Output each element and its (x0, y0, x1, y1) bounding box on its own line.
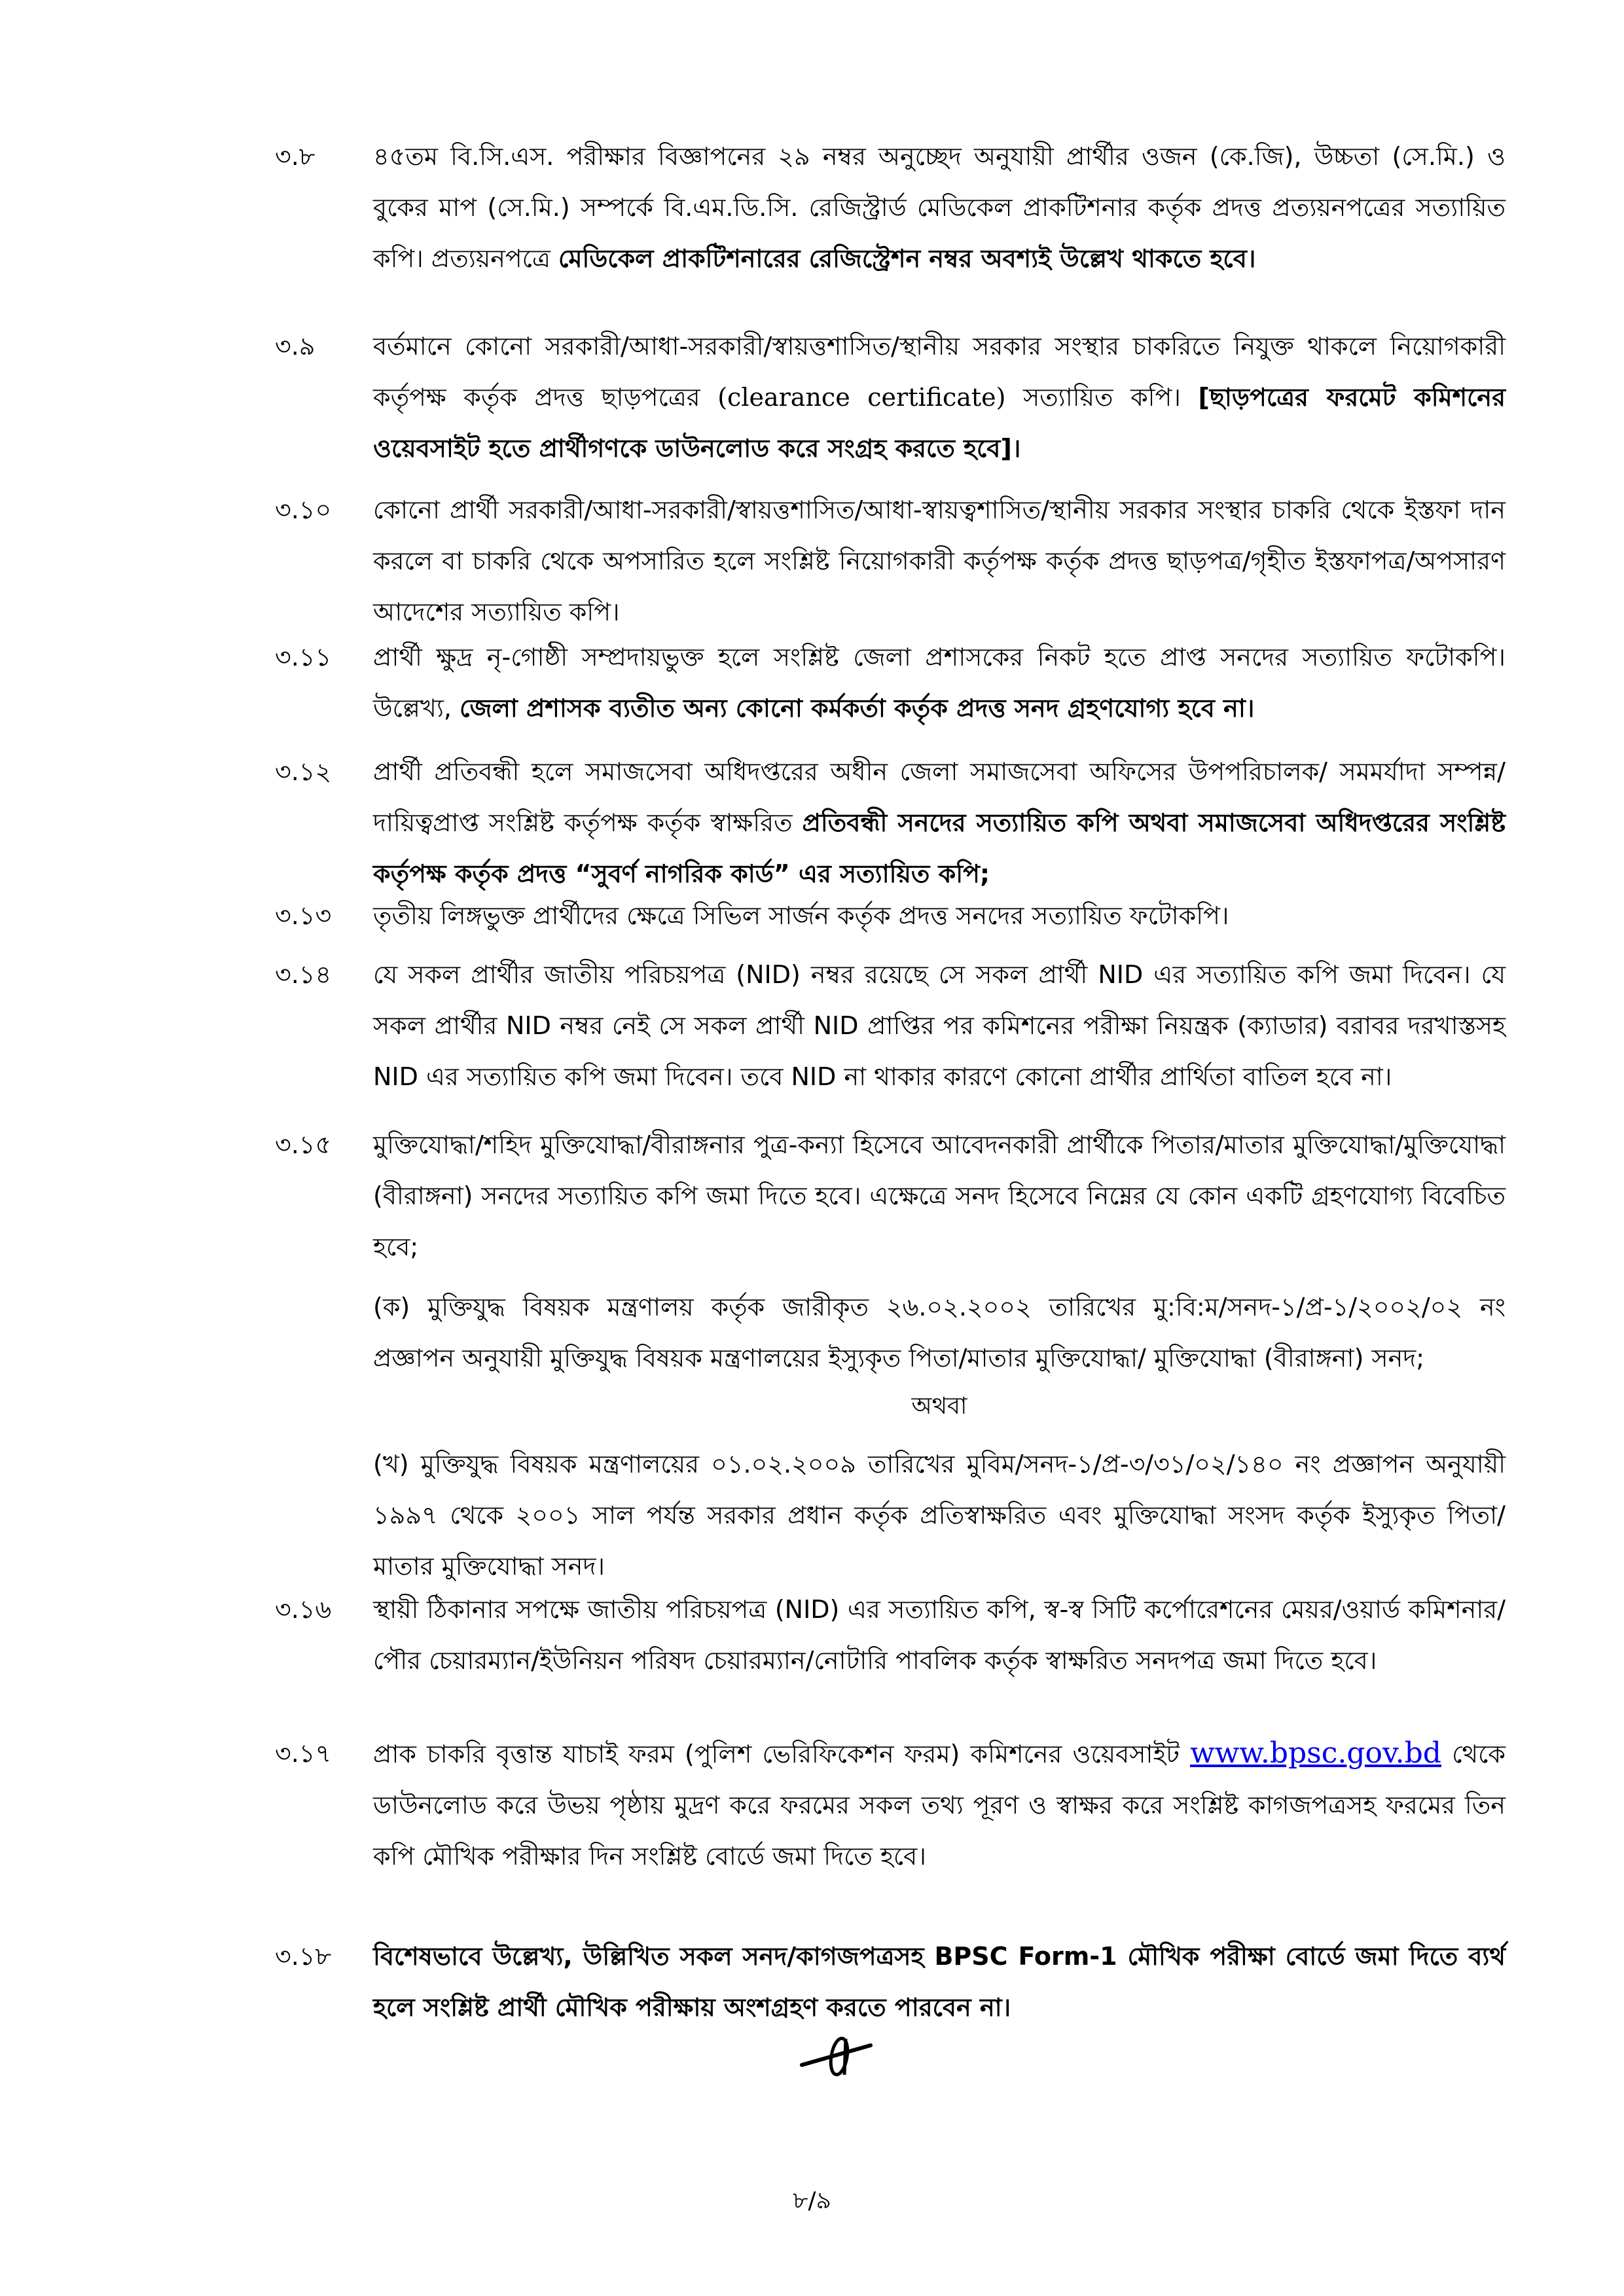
clause-text-normal: প্রাক চাকরি বৃত্তান্ত যাচাই ফরম (পুলিশ ভেরিফিকেশন ফরম) কমিশনের ওয়েবসাইট (373, 1740, 1191, 1768)
clause-text: স্থায়ী ঠিকানার সপক্ষে জাতীয় পরিচয়পত্র (NID) এর সত্যায়িত কপি, স্ব-স্ব সিটি কর্পোরেশনের মেয়র/ওয়ার্ড কমিশনার/পৌর চেয়ারম্যান/ইউনিয়ন পরিষদ চেয়ারম্যান/নোটারি পাবলিক কর্তৃক স্বাক্ষরিত সনদপত্র জমা দিতে হবে। (373, 1595, 1506, 1675)
clause-text-bold: মেডিকেল প্রাকটিশনারের রেজিস্ট্রেশন নম্বর অবশ্যই উল্লেখ থাকতে হবে। (558, 244, 1256, 273)
clause-3-14 (275, 949, 1506, 1102)
clause-number: ৩.১৭ (275, 1739, 332, 1768)
clause-text (373, 321, 1506, 474)
clause-text-bold: বিশেষভাবে উল্লেখ্য, উল্লিখিত সকল সনদ/কাগজপত্রসহ BPSC Form-1 মৌখিক পরীক্ষা বোর্ডে জমা দিতে ব্যর্থ হলে সংশ্লিষ্ট প্রার্থী মৌখিক পরীক্ষায় অংশগ্রহণ করতে পারবেন না। (373, 1942, 1506, 2022)
clause-text (373, 1728, 1506, 1882)
clause-text-bold: প্রতিবন্ধী সনদের সত্যায়িত কপি অথবা সমাজসেবা অধিদপ্তরের সংশ্লিষ্ট কর্তৃপক্ষ কর্তৃক প্রদত্ত “সুবর্ণ নাগরিক কার্ড” এর সত্যায়িত কপি; (373, 808, 1506, 888)
clause-3-9 (275, 321, 1506, 474)
clause-text: কোনো প্রার্থী সরকারী/আধা-সরকারী/স্বায়ত্তশাসিত/আধা-স্বায়ত্বশাসিত/স্থানীয় সরকার সংস্থার চাকরি থেকে ইস্তফা দান করলে বা চাকরি থেকে অপসারিত হলে সংশ্লিষ্ট নিয়োগকারী কর্তৃপক্ষ কর্তৃক প্রদত্ত ছাড়পত্র/গৃহীত ইস্তফাপত্র/অপসারণ আদেশের সত্যায়িত কপি। (373, 495, 1506, 626)
clause-text-normal-2: সত্যায়িত কপি। (1005, 383, 1199, 412)
clause-sub-b: (খ) মুক্তিযুদ্ধ বিষয়ক মন্ত্রণালয়ের ০১.০২.২০০৯ তারিখের মুবিম/সনদ-১/প্র-৩/৩১/০২/১৪০ নং প্রজ্ঞাপন অনুযায়ী ১৯৯৭ থেকে ২০০১ সাল পর্যন্ত সরকার প্রধান কর্তৃক প্রতিস্বাক্ষরিত এবং মুক্তিযোদ্ধা সংসদ কর্তৃক ইস্যুকৃত পিতা/মাতার মুক্তিযোদ্ধা সনদ। (373, 1450, 1506, 1581)
clause-number: ৩.১২ (275, 757, 332, 786)
clause-3-8 (275, 131, 1506, 284)
clause-text: যে সকল প্রার্থীর জাতীয় পরিচয়পত্র (NID) নম্বর রয়েছে সে সকল প্রার্থী NID এর সত্যায়িত কপি জমা দিবেন। যে সকল প্রার্থীর NID নম্বর নেই সে সকল প্রার্থী NID প্রাপ্তির পর কমিশনের পরীক্ষা নিয়ন্ত্রক (ক্যাডার) বরাবর দরখাস্তসহ NID এর সত্যায়িত কপি জমা দিবেন। তবে NID না থাকার কারণে কোনো প্রার্থীর প্রার্থিতা বাতিল হবে না। (373, 960, 1506, 1091)
clause-text-normal: প্রার্থী ক্ষুদ্র নৃ-গোষ্ঠী সম্প্রদায়ভুক্ত হলে সংশ্লিষ্ট জেলা প্রশাসকের নিকট হতে প্রাপ্ত সনদের সত্যায়িত ফটোকপি। উল্লেখ্য, (373, 643, 1506, 723)
clause-number: ৩.৮ (275, 142, 316, 171)
clause-text: মুক্তিযোদ্ধা/শহিদ মুক্তিযোদ্ধা/বীরাঙ্গনার পুত্র-কন্যা হিসেবে আবেদনকারী প্রার্থীকে পিতার/মাতার মুক্তিযোদ্ধা/মুক্তিযোদ্ধা (বীরাঙ্গনা) সনদের সত্যায়িত কপি জমা দিতে হবে। এক্ষেত্রে সনদ হিসেবে নিম্নের যে কোন একটি গ্রহণযোগ্য বিবেচিত হবে; (373, 1130, 1506, 1261)
or-separator: অথবা (911, 1393, 967, 1420)
clause-number: ৩.১১ (275, 643, 332, 672)
bpsc-website-link[interactable]: www.bpsc.gov.bd (1190, 1736, 1441, 1770)
clause-text-latin: (clearance certificate) (717, 383, 1006, 412)
clause-3-16 (275, 1584, 1506, 1686)
clause-text-normal: বর্তমানে কোনো সরকারী/আধা-সরকারী/স্বায়ত্তশাসিত/স্থানীয় সরকার সংস্থার চাকরিতে নিযুক্ত থাকলে নিয়োগকারী কর্তৃপক্ষ কর্তৃক প্রদত্ত ছাড়পত্রের (373, 332, 1506, 412)
clause-number: ৩.৯ (275, 332, 316, 361)
clause-3-13 (275, 890, 1506, 941)
clause-number: ৩.১৪ (275, 960, 332, 989)
clause-3-12 (275, 746, 1506, 899)
clause-text: তৃতীয় লিঙ্গভুক্ত প্রার্থীদের ক্ষেত্রে সিভিল সার্জন কর্তৃক প্রদত্ত সনদের সত্যায়িত ফটোকপি। (373, 901, 1229, 930)
clause-text (373, 632, 1506, 734)
clause-3-15 (275, 1119, 1506, 1592)
clause-number: ৩.১৮ (275, 1942, 332, 1971)
clause-text-normal: ৪৫তম বি.সি.এস. পরীক্ষার বিজ্ঞাপনের ২৯ নম্বর অনুচ্ছেদ অনুযায়ী প্রার্থীর ওজন (কে.জি), উচ্চতা (সে.মি.) ও বুকের মাপ (সে.মি.) সম্পর্কে বি.এম.ডি.সি. রেজিস্ট্রার্ড মেডিকেল প্রাকটিশনার কর্তৃক প্রদত্ত প্রত্যয়নপত্রের সত্যায়িত কপি। প্রত্যয়নপত্রে (373, 142, 1506, 273)
clause-text (373, 746, 1506, 899)
clause-3-17 (275, 1728, 1506, 1882)
clause-3-18 (275, 1931, 1506, 2033)
clause-number: ৩.১৬ (275, 1595, 332, 1624)
clause-text-bold: [ছাড়পত্রের ফরমেট কমিশনের ওয়েবসাইট হতে প্রার্থীগণকে ডাউনলোড করে সংগ্রহ করতে হবে]। (373, 383, 1506, 463)
signature-icon (799, 2029, 877, 2081)
clause-number: ৩.১৫ (275, 1130, 332, 1159)
clause-3-11 (275, 632, 1506, 734)
clause-text-bold: জেলা প্রশাসক ব্যতীত অন্য কোনো কর্মকর্তা কর্তৃক প্রদত্ত সনদ গ্রহণযোগ্য হবে না। (460, 694, 1255, 723)
clause-sub-a: (ক) মুক্তিযুদ্ধ বিষয়ক মন্ত্রণালয় কর্তৃক জারীকৃত ২৬.০২.২০০২ তারিখের মু:বি:ম/সনদ-১/প্র-১/২০০২/০২ নং প্রজ্ঞাপন অনুযায়ী মুক্তিযুদ্ধ বিষয়ক মন্ত্রণালয়ের ইস্যুকৃত পিতা/মাতার মুক্তিযোদ্ধা/ মুক্তিযোদ্ধা (বীরাঙ্গনা) সনদ; (373, 1293, 1506, 1372)
page-number: ৮/৯ (793, 2187, 831, 2214)
clause-text-normal: প্রার্থী প্রতিবন্ধী হলে সমাজসেবা অধিদপ্তরের অধীন জেলা সমাজসেবা অফিসের উপপরিচালক/ সমমর্যাদা সম্পন্ন/দায়িত্বপ্রাপ্ত সংশ্লিষ্ট কর্তৃপক্ষ কর্তৃক স্বাক্ষরিত (373, 757, 1506, 837)
clause-number: ৩.১৩ (275, 901, 332, 930)
clause-number: ৩.১০ (275, 495, 332, 524)
clause-text (373, 131, 1506, 284)
clause-3-10 (275, 484, 1506, 637)
clause-text-normal-2: থেকে ডাউনলোড করে উভয় পৃষ্ঠায় মুদ্রণ করে ফরমের সকল তথ্য পূরণ ও স্বাক্ষর করে সংশ্লিষ্ট কাগজপত্রসহ ফরমের তিন কপি মৌখিক পরীক্ষার দিন সংশ্লিষ্ট বোর্ডে জমা দিতে হবে। (373, 1740, 1506, 1871)
